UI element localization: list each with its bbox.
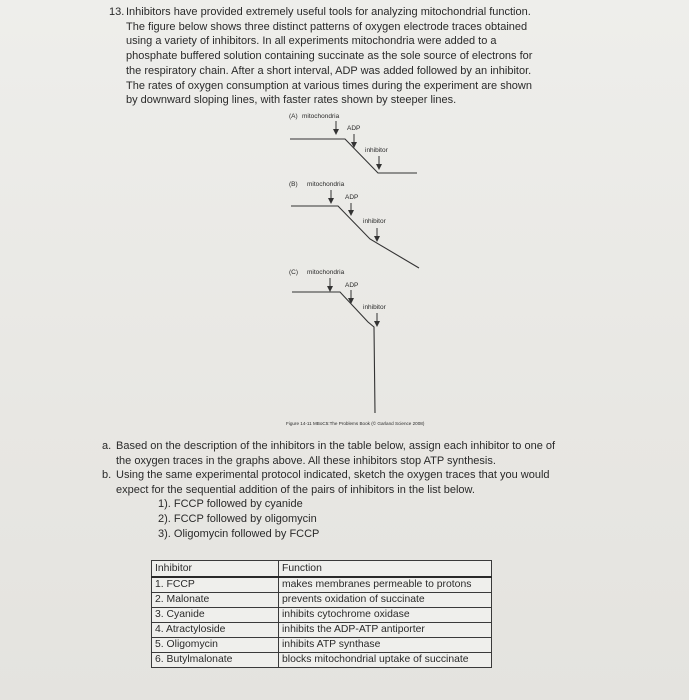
question-line: The figure below shows three distinct patterns of oxygen electrode traces obtained (126, 20, 528, 33)
table-row (152, 593, 492, 608)
part-a-line (102, 439, 582, 454)
function-cell: inhibits the ADP-ATP antiporter (279, 623, 492, 638)
table-row (152, 638, 492, 653)
panel-c-mitochondria-label: mitochondria (307, 269, 345, 276)
panel-a-inhibitor-label: inhibitor (365, 147, 388, 154)
question-text: Inhibitors have provided extremely useful tools for analyzing mitochondrial function. (126, 6, 531, 18)
panel-c-label: (C) (289, 269, 299, 276)
part-b-line: expect for the sequential addition of the pairs of inhibitors in the list below. (116, 483, 475, 496)
panel-a-adp-label: ADP (347, 125, 361, 132)
table-header-row (152, 561, 492, 578)
inhibitor-pair-item: 2). FCCP followed by oligomycin (158, 512, 317, 525)
inhibitor-cell: 4. Atractyloside (152, 623, 279, 638)
question-parts (102, 439, 582, 541)
table-header-cell: Inhibitor (152, 561, 279, 578)
part-a-line: the oxygen traces in the graphs above. All these inhibitors stop ATP synthesis. (116, 454, 496, 467)
panel-b-label: (B) (289, 181, 298, 188)
panel-b (289, 181, 419, 268)
inhibitor-cell: 3. Cyanide (152, 608, 279, 623)
inhibitor-cell: 1. FCCP (152, 577, 279, 593)
part-a-text: Based on the description of the inhibitors in the table below, assign each inhibitor to one of (116, 440, 556, 452)
panel-c-inhibitor-label: inhibitor (363, 304, 386, 311)
part-a-label: a. (102, 440, 112, 452)
panel-c-adp-label: ADP (345, 282, 359, 289)
part-b-label: b. (102, 469, 112, 482)
inhibitor-pair-item: 3). Oligomycin followed by FCCP (158, 527, 320, 540)
inhibitor-table (151, 560, 492, 668)
part-b-line (102, 468, 582, 483)
question-number: 13. (109, 6, 125, 18)
panel-b-inhibitor-label: inhibitor (363, 218, 386, 225)
inhibitor-cell: 6. Butylmalonate (152, 653, 279, 668)
panel-b-trace (291, 206, 419, 268)
part-b-text: Using the same experimental protocol indicated, sketch the oxygen traces that you would (116, 469, 550, 482)
inhibitor-pair-item: 1). FCCP followed by cyanide (158, 498, 303, 511)
table-row (152, 608, 492, 623)
table-row (152, 577, 492, 593)
function-cell: blocks mitochondrial uptake of succinate (279, 653, 492, 668)
function-cell: inhibits cytochrome oxidase (279, 608, 492, 623)
panel-a-mitochondria-label: mitochondria (302, 113, 340, 120)
panel-a-label: (A) (289, 113, 298, 120)
question-line: the respiratory chain. After a short interval, ADP was added followed by an inhibitor. (126, 64, 532, 77)
function-cell: prevents oxidation of succinate (279, 593, 492, 608)
figure-caption: Figure 14-11 MBoC5:The Problems Book (© Garland Science 2008) (286, 421, 425, 426)
table-header-cell: Function (279, 561, 492, 578)
function-cell: inhibits ATP synthase (279, 638, 492, 653)
panel-b-mitochondria-label: mitochondria (307, 181, 345, 188)
function-cell: makes membranes permeable to protons (279, 577, 492, 593)
question-line: phosphate buffered solution containing succinate as the sole source of electrons for (126, 50, 533, 63)
table-row (152, 653, 492, 668)
panel-a (289, 113, 417, 173)
table-row (152, 623, 492, 638)
panel-c (289, 269, 387, 413)
inhibitor-cell: 2. Malonate (152, 593, 279, 608)
inhibitor-cell: 5. Oligomycin (152, 638, 279, 653)
question-line: using a variety of inhibitors. In all experiments mitochondria were added to a (126, 35, 497, 48)
question-line: by downward sloping lines, with faster rates shown by steeper lines. (126, 94, 457, 107)
question-line: The rates of oxygen consumption at various times during the experiment are shown (126, 79, 532, 92)
panel-b-adp-label: ADP (345, 194, 359, 201)
